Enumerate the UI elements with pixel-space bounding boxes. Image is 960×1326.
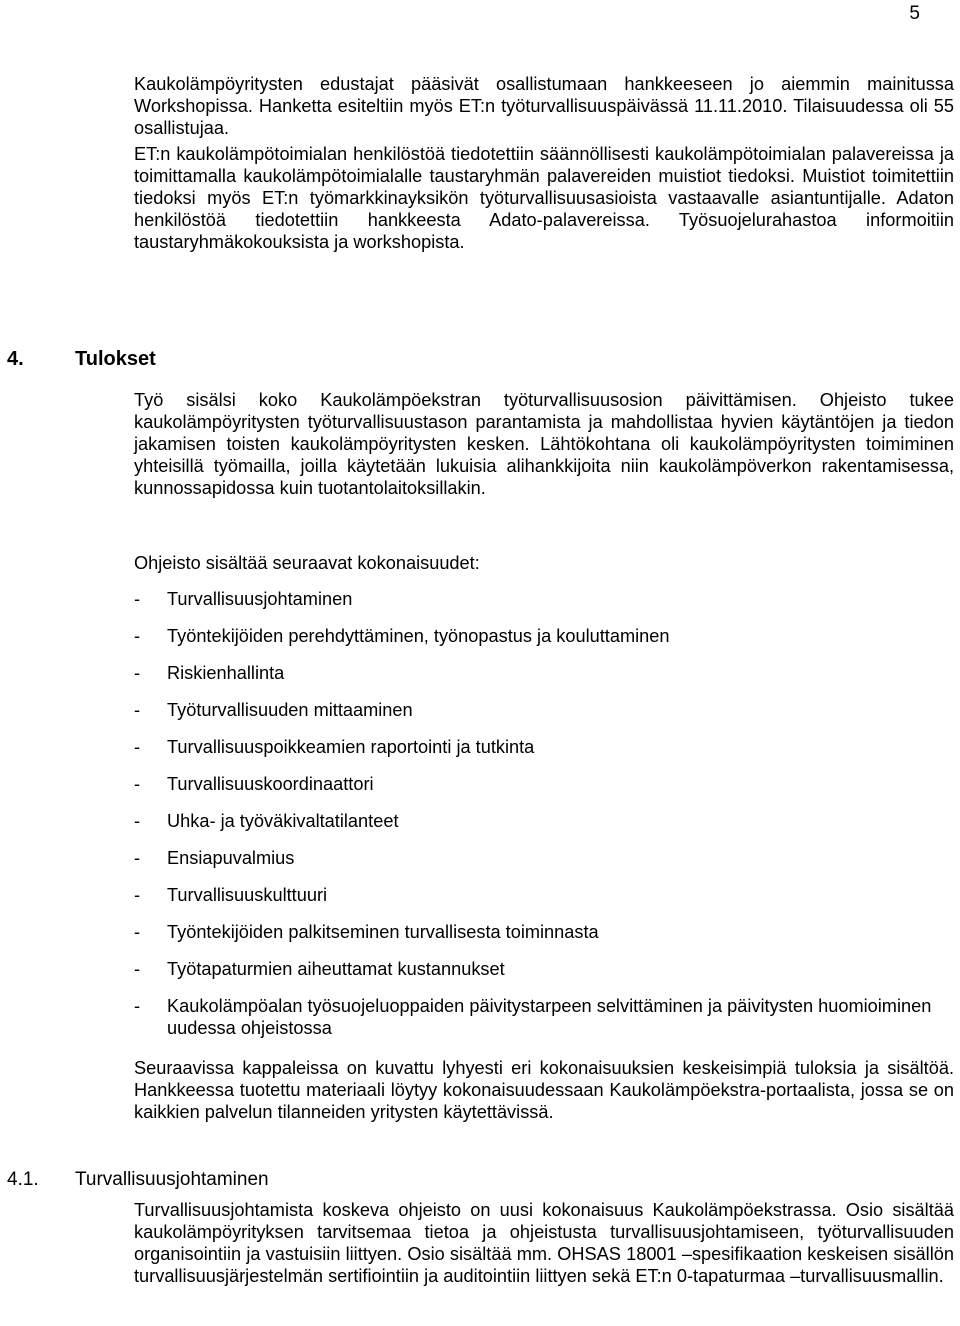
list-item-text: Turvallisuuskoordinaattori: [167, 774, 374, 794]
section-number: 4.: [7, 348, 24, 370]
list-item: [134, 847, 954, 869]
list-item-text: Työntekijöiden perehdyttäminen, työnopastus ja kouluttaminen: [167, 626, 670, 646]
list-dash: -: [134, 811, 141, 831]
list-dash: -: [134, 959, 141, 979]
paragraph-work-content: Työ sisälsi koko Kaukolämpöekstran työturvallisuusosion päivittämisen. Ohjeisto tukee kaukolämpöyritysten työturvallisuustason parantamista ja mahdollistaa hyvien käytäntöjen ja tiedon jakamisen toisten kaukolämpöyritysten kesken. Lähtökohtana oli kaukolämpöyritysten toimiminen yhteisillä työmailla, joilla käytetään lukuisia alihankkijoita niin kaukolämpöverkon rakentamisessa, kunnossapidossa kuin tuotantolaitoksillakin.: [134, 390, 954, 498]
paragraph-summary: Seuraavissa kappaleissa on kuvattu lyhyesti eri kokonaisuuksien keskeisimpiä tuloksia ja sisältöä. Hankkeessa tuotettu materiaali löytyy kokonaisuudessaan Kaukolämpöekstra-portaalista, jossa se on kaikkien palvelun tilanneiden yritysten käytettävissä.: [134, 1058, 954, 1122]
list-item: [134, 736, 954, 758]
list-item: [134, 625, 954, 647]
list-dash: -: [134, 774, 141, 794]
list-dash: -: [134, 589, 141, 609]
subsection-number: 4.1.: [7, 1169, 39, 1190]
list-item: [134, 921, 954, 943]
list-dash: -: [134, 885, 141, 905]
list-dash: -: [134, 737, 141, 757]
list-item-text: Riskienhallinta: [167, 663, 285, 683]
list-dash: -: [134, 663, 141, 683]
list-item: [134, 810, 954, 832]
list-dash: -: [134, 922, 141, 942]
list-dash: -: [134, 848, 141, 868]
list-item: [134, 588, 954, 610]
paragraph-communication: ET:n kaukolämpötoimialan henkilöstöä tiedotettiin säännöllisesti kaukolämpötoimialan palavereissa ja toimittamalla kaukolämpötoimialalle taustaryhmän palavereiden muistiot tiedoksi. Muistiot toimitettiin tiedoksi myös ET:n työmarkkinayksikön työturvallisuusasioista vastaavalle asiantuntijalle. Adaton henkilöstöä tiedotettiin hankkeesta Adato-palavereissa. Työsuojelurahastoa informoitiin taustaryhmäkokouksista ja workshopista.: [134, 144, 954, 252]
list-item-text: Työturvallisuuden mittaaminen: [167, 700, 413, 720]
list-item: [134, 662, 954, 684]
subsection-heading-safety-management: [7, 1169, 269, 1191]
list-item-text: Turvallisuuspoikkeamien raportointi ja tutkinta: [167, 737, 535, 757]
list-item-text: Turvallisuuskulttuuri: [167, 885, 328, 905]
list-item: [134, 995, 954, 1039]
list-item-text: Uhka- ja työväkivaltatilanteet: [167, 811, 399, 831]
subsection-title: Turvallisuusjohtaminen: [75, 1169, 269, 1190]
list-item: [134, 884, 954, 906]
paragraph-list-intro: Ohjeisto sisältää seuraavat kokonaisuudet:: [134, 553, 480, 573]
list-item-text: Työntekijöiden palkitseminen turvallisesta toiminnasta: [167, 922, 599, 942]
paragraph-safety-management: Turvallisuusjohtamista koskeva ohjeisto on uusi kokonaisuus Kaukolämpöekstrassa. Osio sisältää kaukolämpöyrityksen tarvitsemaa tietoa ja ohjeistusta turvallisuusjohtamiseen, työturvallisuuden organisointiin ja vastuisiin liittyen. Osio sisältää mm. OHSAS 18001 –spesifikaation keskeisen sisällön turvallisuusjärjestelmän sertifiointiin ja auditointiin liittyen sekä ET:n 0-tapaturmaa –turvallisuusmallin.: [134, 1200, 954, 1286]
list-item-text: Ensiapuvalmius: [167, 848, 295, 868]
content-list: [134, 588, 954, 1054]
section-heading-results: [7, 348, 156, 370]
list-item-text: Kaukolämpöalan työsuojeluoppaiden päivitystarpeen selvittäminen ja päivitysten huomioiminen uudessa ohjeistossa: [167, 996, 932, 1038]
list-item: [134, 773, 954, 795]
list-item-text: Turvallisuusjohtaminen: [167, 589, 353, 609]
list-item: [134, 958, 954, 980]
page-number: 5: [909, 3, 920, 24]
list-dash: -: [134, 996, 141, 1016]
section-title: Tulokset: [75, 348, 156, 370]
list-item: [134, 699, 954, 721]
paragraph-workshop: Kaukolämpöyritysten edustajat pääsivät osallistumaan hankkeeseen jo aiemmin mainitussa Workshopissa. Hanketta esiteltiin myös ET:n työturvallisuuspäivässä 11.11.2010. Tilaisuudessa oli 55 osallistujaa.: [134, 74, 954, 138]
list-dash: -: [134, 700, 141, 720]
list-dash: -: [134, 626, 141, 646]
list-item-text: Työtapaturmien aiheuttamat kustannukset: [167, 959, 505, 979]
